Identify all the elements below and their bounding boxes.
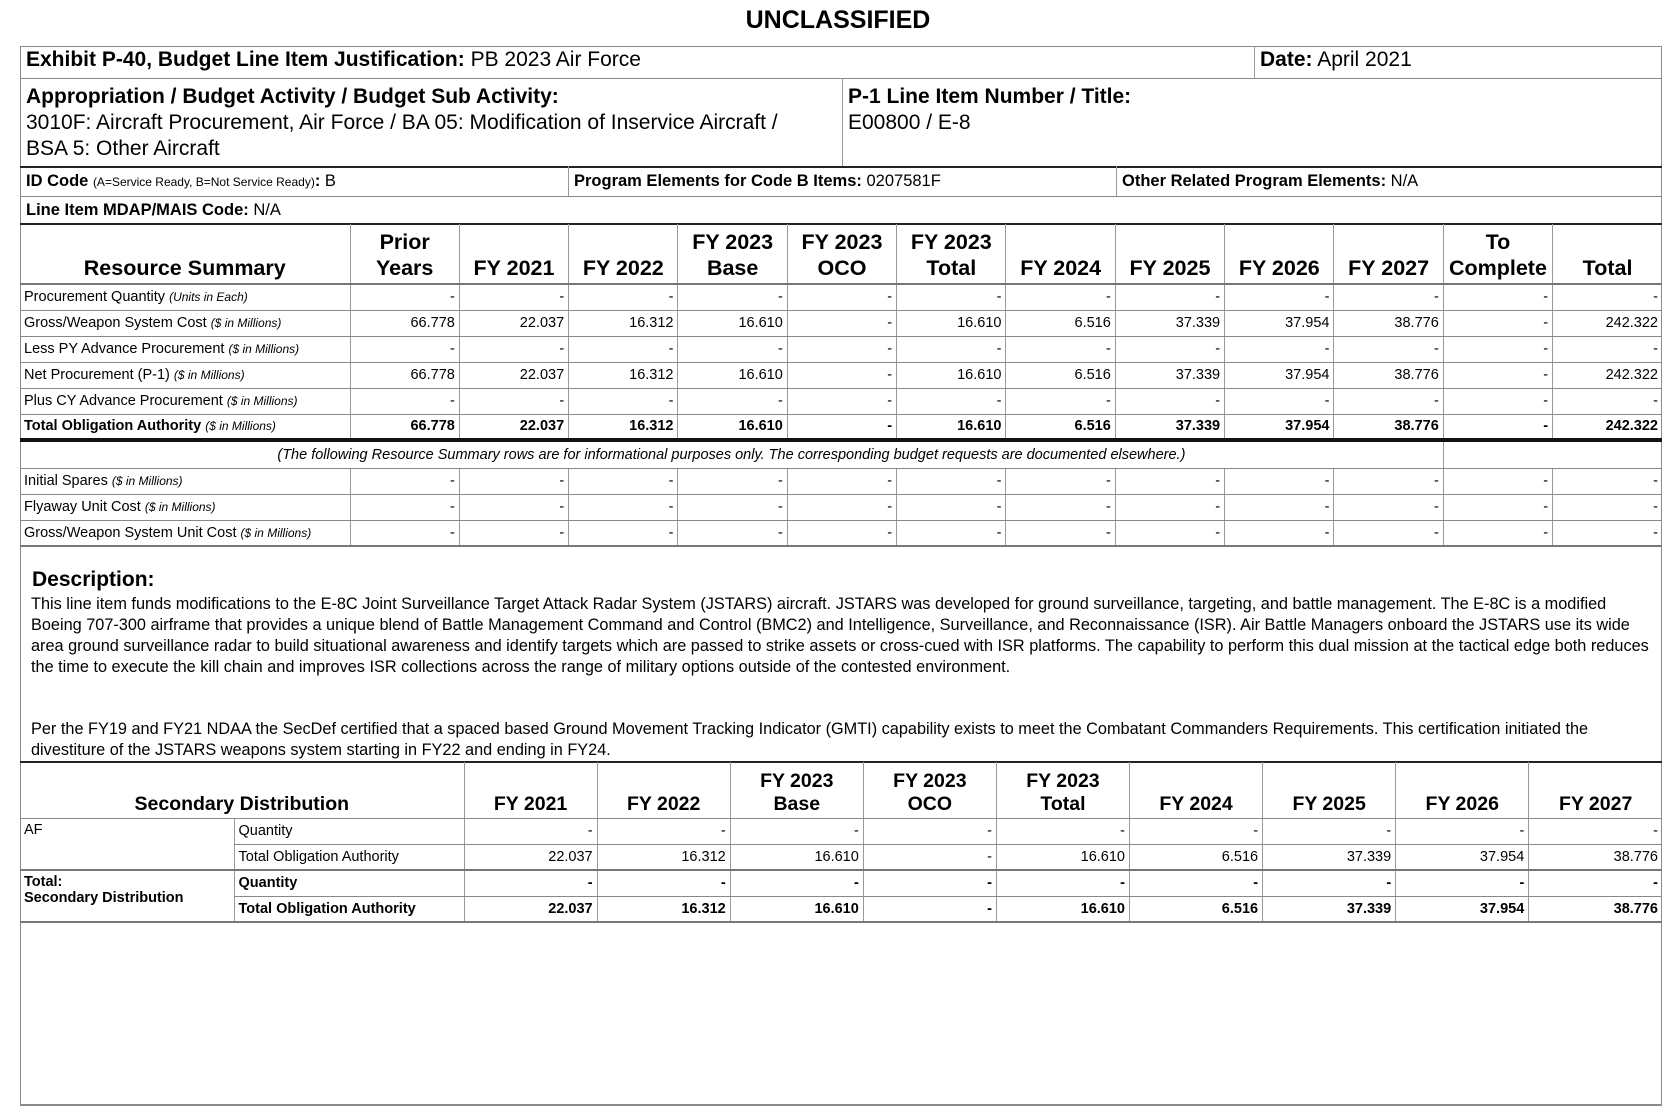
column-header-line1: To <box>1485 230 1511 254</box>
table-cell: 22.037 <box>459 362 568 388</box>
resource-summary-header <box>20 224 1662 284</box>
table-cell: - <box>1443 414 1552 440</box>
table-cell: - <box>1225 468 1334 494</box>
column-header-line2: FY 2025 <box>1292 792 1366 815</box>
column-header <box>464 762 597 818</box>
table-cell: - <box>863 870 996 896</box>
column-header-line2: FY 2022 <box>626 792 701 815</box>
column-header-line2: FY 2024 <box>1159 792 1233 815</box>
row-label-text: Gross/Weapon System Cost <box>24 315 211 331</box>
table-cell: - <box>678 494 787 520</box>
table-cell: - <box>459 468 568 494</box>
table-cell: - <box>897 336 1006 362</box>
column-header <box>1006 224 1115 284</box>
table-cell: 242.322 <box>1553 362 1662 388</box>
row-label <box>20 362 350 388</box>
column-header-line2: Total <box>1040 792 1086 815</box>
table-cell: 16.312 <box>569 414 678 440</box>
column-header-line2: Total <box>1582 256 1633 280</box>
column-header <box>897 224 1006 284</box>
group-name: AF <box>24 821 43 838</box>
table-cell: 38.776 <box>1334 362 1443 388</box>
table-cell: - <box>459 388 568 414</box>
table-cell: - <box>1443 336 1552 362</box>
table-cell: 37.954 <box>1225 362 1334 388</box>
table-cell: - <box>1334 520 1443 546</box>
table-cell: - <box>597 870 730 896</box>
table-cell: - <box>569 520 678 546</box>
table-row <box>20 388 1662 414</box>
table-cell: - <box>787 336 896 362</box>
table-cell: - <box>678 520 787 546</box>
row-label <box>20 310 350 336</box>
table-cell: - <box>1443 284 1552 310</box>
table-cell: - <box>350 494 459 520</box>
table-cell: - <box>1263 870 1396 896</box>
date-value: April 2021 <box>1317 48 1412 71</box>
mdap-field <box>26 201 281 220</box>
table-cell: - <box>1334 284 1443 310</box>
table-cell: - <box>569 468 678 494</box>
row-unit: ($ in Millions) <box>205 419 276 434</box>
row-label <box>20 494 350 520</box>
table-row <box>20 494 1662 520</box>
info-note-row <box>20 440 1662 468</box>
column-header-line1: FY 2023 <box>801 230 883 254</box>
table-cell: - <box>350 336 459 362</box>
table-cell: 37.339 <box>1263 844 1396 870</box>
appropriation-line1: 3010F: Aircraft Procurement, Air Force / BA 05: Modification of Inservice Aircraft / <box>26 111 778 134</box>
row-label-text: Procurement Quantity <box>24 289 170 306</box>
table-cell: - <box>569 284 678 310</box>
mdap-value: N/A <box>253 201 281 219</box>
table-cell: - <box>1443 520 1552 546</box>
exhibit-title <box>26 48 641 72</box>
table-cell: - <box>1529 870 1662 896</box>
column-header-line2: Secondary Distribution <box>134 792 350 815</box>
table-cell: 242.322 <box>1553 414 1662 440</box>
table-cell: - <box>1334 336 1443 362</box>
table-cell: - <box>1225 520 1334 546</box>
table-row <box>20 336 1662 362</box>
table-cell <box>1443 440 1552 468</box>
table-cell: - <box>1443 362 1552 388</box>
table-cell: - <box>1006 388 1115 414</box>
table-cell: - <box>1225 336 1334 362</box>
table-cell: 16.312 <box>569 310 678 336</box>
id-code-note: (A=Service Ready, B=Not Service Ready) <box>92 175 315 189</box>
table-cell: - <box>1553 468 1662 494</box>
table-cell: 16.610 <box>996 896 1129 922</box>
column-header <box>1225 224 1334 284</box>
row-unit: ($ in Millions) <box>210 316 282 330</box>
table-cell: - <box>350 284 459 310</box>
column-header-line1: Prior <box>379 230 430 254</box>
table-cell: - <box>1225 388 1334 414</box>
table-cell: 16.610 <box>897 414 1006 440</box>
row-label-text: Gross/Weapon System Unit Cost <box>24 524 241 541</box>
column-header-line2: FY 2024 <box>1020 256 1102 280</box>
row-label <box>20 414 350 440</box>
table-cell: 16.312 <box>597 844 730 870</box>
program-elements-field <box>574 172 941 191</box>
appropriation-line2: BSA 5: Other Aircraft <box>26 137 220 160</box>
table-row <box>20 520 1662 546</box>
table-cell: 6.516 <box>1130 844 1263 870</box>
table-cell: - <box>787 310 896 336</box>
table-cell: - <box>897 388 1006 414</box>
divider <box>20 196 1662 197</box>
table-cell: - <box>1115 336 1224 362</box>
secondary-distribution-title <box>20 762 464 818</box>
table-cell: 22.037 <box>459 310 568 336</box>
table-row <box>20 818 1662 844</box>
table-cell: 6.516 <box>1006 414 1115 440</box>
secondary-distribution-header <box>20 762 1662 818</box>
row-unit: (Units in Each) <box>169 290 248 305</box>
table-cell: 16.610 <box>678 310 787 336</box>
table-cell: - <box>1115 520 1224 546</box>
table-cell: 37.339 <box>1263 896 1396 922</box>
column-header <box>569 224 678 284</box>
column-header-line2: OCO <box>907 792 953 815</box>
table-row <box>20 284 1662 310</box>
table-cell: 16.610 <box>678 414 787 440</box>
table-cell: - <box>1006 468 1115 494</box>
table-cell: - <box>350 520 459 546</box>
table-cell: - <box>996 870 1129 896</box>
resource-summary-table <box>20 224 1662 547</box>
table-cell: - <box>459 494 568 520</box>
group-name: Total: <box>24 874 63 890</box>
program-elements-label: Program Elements for Code B Items: <box>574 172 862 190</box>
table-cell: - <box>678 388 787 414</box>
table-cell: - <box>787 388 896 414</box>
column-header-line2: FY 2021 <box>493 792 568 815</box>
table-cell: 16.610 <box>730 896 863 922</box>
table-cell: 38.776 <box>1334 414 1443 440</box>
column-header <box>996 762 1129 818</box>
other-elements-value: N/A <box>1390 172 1419 190</box>
column-header <box>1553 224 1662 284</box>
column-header <box>1263 762 1396 818</box>
column-header-line1: FY 2023 <box>692 230 774 254</box>
table-cell: - <box>1115 284 1224 310</box>
column-header <box>459 224 568 284</box>
table-cell: - <box>1553 494 1662 520</box>
table-cell: - <box>996 818 1129 844</box>
table-cell: - <box>787 520 896 546</box>
table-cell: - <box>1396 870 1529 896</box>
column-header-line2: Resource Summary <box>83 256 286 280</box>
table-cell: - <box>1553 388 1662 414</box>
column-header <box>1334 224 1443 284</box>
divider <box>842 78 843 166</box>
table-cell: 16.610 <box>897 362 1006 388</box>
table-row <box>20 896 1662 922</box>
table-cell: - <box>1529 818 1662 844</box>
column-header-line2: FY 2027 <box>1348 256 1430 280</box>
row-label: Total Obligation Authority <box>234 896 464 922</box>
id-code-value: B <box>324 172 336 190</box>
table-cell: - <box>459 336 568 362</box>
column-header-line2: Complete <box>1448 256 1547 280</box>
table-cell: 6.516 <box>1006 310 1115 336</box>
table-cell: - <box>1225 284 1334 310</box>
table-cell: 16.312 <box>597 896 730 922</box>
column-header-line1: FY 2023 <box>893 769 967 792</box>
row-label: Total Obligation Authority <box>234 844 464 870</box>
table-cell: 37.954 <box>1396 844 1529 870</box>
table-cell: 38.776 <box>1529 844 1662 870</box>
table-cell: - <box>1334 388 1443 414</box>
table-cell: 22.037 <box>464 896 597 922</box>
table-cell: 37.339 <box>1115 414 1224 440</box>
column-header <box>863 762 996 818</box>
group-label <box>20 818 234 870</box>
row-unit: ($ in Millions) <box>240 525 312 540</box>
row-label-text: Less PY Advance Procurement <box>24 341 229 357</box>
table-cell: - <box>569 336 678 362</box>
description-paragraph: This line item funds modifications to the E-8C Joint Surveillance Target Attack Radar System (JSTARS) aircraft. JSTARS was developed for ground surveillance, targeting, and battle management. The E-8C is a modified Boeing 707-300 airframe that provides a unique blend of Battle Management Command and Control (BMC2) and Intelligence, Surveillance, and Reconnaissance (ISR). Air Battle Managers onboard the JSTARS use its wide area ground surveillance radar to build situational awareness and identify targets which are passed to strike assets or cross-cued with ISR platforms. The capability to perform this dual mission at the tactical edge both reduces the time to execute the kill chain and improves ISR collections across the range of military options outside of the contested environment. <box>31 595 1649 676</box>
id-code-field: ID Code (A=Service Ready, B=Not Service Ready): B <box>26 172 336 190</box>
column-header-line2: Years <box>375 256 434 280</box>
column-header-line2: Base <box>773 792 821 815</box>
p1-label: P-1 Line Item Number / Title: <box>848 85 1132 108</box>
table-cell: - <box>863 896 996 922</box>
table-cell: - <box>1334 468 1443 494</box>
table-cell: - <box>1443 468 1552 494</box>
table-cell: 38.776 <box>1334 310 1443 336</box>
table-cell: 6.516 <box>1130 896 1263 922</box>
classification-banner: UNCLASSIFIED <box>745 6 931 34</box>
table-row <box>20 362 1662 388</box>
table-cell: - <box>1130 818 1263 844</box>
row-label: Quantity <box>234 870 464 896</box>
table-cell: - <box>1115 468 1224 494</box>
column-header-line1: FY 2023 <box>760 769 834 792</box>
table-cell: 66.778 <box>350 414 459 440</box>
table-cell: - <box>897 494 1006 520</box>
row-label-text: Plus CY Advance Procurement <box>24 393 227 409</box>
row-label: Quantity <box>234 818 464 844</box>
table-cell: 22.037 <box>459 414 568 440</box>
table-cell: 16.312 <box>569 362 678 388</box>
table-row <box>20 468 1662 494</box>
exhibit-label: Exhibit P-40, Budget Line Item Justification: <box>26 48 465 71</box>
row-unit: ($ in Millions) <box>111 474 183 488</box>
column-header-line1: FY 2023 <box>910 230 992 254</box>
table-cell: - <box>1553 520 1662 546</box>
table-row <box>20 310 1662 336</box>
table-cell: - <box>464 818 597 844</box>
table-cell: 37.954 <box>1225 310 1334 336</box>
column-header <box>1396 762 1529 818</box>
table-cell: 37.954 <box>1225 414 1334 440</box>
divider <box>568 166 569 196</box>
table-cell: 22.037 <box>464 844 597 870</box>
column-header <box>350 224 459 284</box>
table-cell: - <box>459 520 568 546</box>
row-label <box>20 284 350 310</box>
table-cell: - <box>863 818 996 844</box>
column-header <box>1529 762 1662 818</box>
row-label-text: Initial Spares <box>24 473 112 489</box>
row-label-text: Flyaway Unit Cost <box>24 499 145 515</box>
other-elements-field <box>1122 172 1418 191</box>
other-elements-label: Other Related Program Elements: <box>1122 172 1387 190</box>
table-cell: - <box>787 284 896 310</box>
divider <box>1254 46 1255 78</box>
table-cell: - <box>569 494 678 520</box>
divider <box>1116 166 1117 196</box>
table-cell: - <box>787 362 896 388</box>
table-cell: 16.610 <box>730 844 863 870</box>
table-cell: 16.610 <box>897 310 1006 336</box>
mdap-label: Line Item MDAP/MAIS Code: <box>26 201 249 219</box>
table-cell: 242.322 <box>1553 310 1662 336</box>
divider <box>20 166 1662 168</box>
column-header <box>787 224 896 284</box>
table-cell: - <box>1443 494 1552 520</box>
column-header-line2: FY 2027 <box>1558 792 1633 815</box>
table-cell: - <box>1225 494 1334 520</box>
table-cell: 66.778 <box>350 310 459 336</box>
table-cell: 16.610 <box>678 362 787 388</box>
table-cell: - <box>1263 818 1396 844</box>
column-header <box>1443 224 1552 284</box>
column-header <box>1115 224 1224 284</box>
column-header <box>678 224 787 284</box>
table-cell: - <box>1334 494 1443 520</box>
row-label <box>20 468 350 494</box>
table-cell: 37.339 <box>1115 310 1224 336</box>
row-label <box>20 388 350 414</box>
description-title: Description: <box>32 568 155 591</box>
table-cell: - <box>897 520 1006 546</box>
table-cell: - <box>1396 818 1529 844</box>
table-cell: 37.339 <box>1115 362 1224 388</box>
table-cell: - <box>678 284 787 310</box>
table-cell: - <box>787 494 896 520</box>
column-header-line2: OCO <box>817 256 867 280</box>
column-header-line2: FY 2021 <box>473 256 555 280</box>
group-label <box>20 870 234 922</box>
table-cell: - <box>787 414 896 440</box>
p1-line-item-block <box>848 84 1131 136</box>
row-label-text: Net Procurement (P-1) <box>24 367 174 383</box>
row-label <box>20 336 350 362</box>
table-cell: - <box>897 468 1006 494</box>
appropriation-label: Appropriation / Budget Activity / Budget Sub Activity: <box>26 85 559 108</box>
table-row <box>20 870 1662 896</box>
column-header-line1: FY 2023 <box>1026 769 1100 792</box>
appropriation-block <box>26 84 778 162</box>
row-unit: ($ in Millions) <box>228 342 300 356</box>
resource-summary-title <box>20 224 350 284</box>
table-cell <box>1553 440 1662 468</box>
table-cell: 6.516 <box>1006 362 1115 388</box>
secondary-distribution-table <box>20 762 1662 923</box>
column-header-line2: FY 2026 <box>1238 256 1320 280</box>
table-cell: - <box>597 818 730 844</box>
column-header <box>597 762 730 818</box>
row-unit: ($ in Millions) <box>144 500 216 514</box>
table-cell: - <box>1006 494 1115 520</box>
description-paragraph: Per the FY19 and FY21 NDAA the SecDef certified that a spaced based Ground Movement Tracking Indicator (GMTI) capability exists to meet the Combatant Commanders Requirements. This certification initiated the divestiture of the JSTARS weapons system starting in FY22 and ending in FY24. <box>31 720 1589 759</box>
table-cell: - <box>350 468 459 494</box>
table-row <box>20 844 1662 870</box>
table-cell: - <box>678 468 787 494</box>
table-cell: - <box>1443 388 1552 414</box>
row-unit: ($ in Millions) <box>226 394 298 408</box>
table-cell: 16.610 <box>996 844 1129 870</box>
table-cell: - <box>350 388 459 414</box>
table-cell: - <box>1006 520 1115 546</box>
table-cell: - <box>897 284 1006 310</box>
table-cell: - <box>464 870 597 896</box>
table-cell: - <box>1553 284 1662 310</box>
column-header-line2: Total <box>926 256 977 280</box>
date-field <box>1260 48 1412 72</box>
table-cell: - <box>1115 494 1224 520</box>
table-cell: - <box>459 284 568 310</box>
table-cell: - <box>678 336 787 362</box>
row-label-text: Total Obligation Authority <box>24 418 206 435</box>
column-header <box>1130 762 1263 818</box>
table-cell: - <box>1115 388 1224 414</box>
id-code-label: ID Code <box>26 172 89 190</box>
divider <box>20 78 1662 79</box>
exhibit-value: PB 2023 Air Force <box>470 48 641 71</box>
table-cell: - <box>569 388 678 414</box>
table-cell: 66.778 <box>350 362 459 388</box>
table-cell: - <box>863 844 996 870</box>
column-header-line2: FY 2025 <box>1129 256 1211 280</box>
table-cell: - <box>1006 336 1115 362</box>
row-unit: ($ in Millions) <box>173 368 245 382</box>
column-header-line2: Base <box>706 256 759 280</box>
p1-value: E00800 / E-8 <box>848 111 971 134</box>
table-row <box>20 414 1662 440</box>
table-cell: - <box>1130 870 1263 896</box>
column-header-line2: FY 2026 <box>1425 792 1499 815</box>
program-elements-value: 0207581F <box>866 172 941 190</box>
table-cell: - <box>1443 310 1552 336</box>
table-cell: 37.954 <box>1396 896 1529 922</box>
column-header <box>730 762 863 818</box>
table-cell: - <box>730 818 863 844</box>
info-note: (The following Resource Summary rows are for informational purposes only. The corresponding budget requests are documented elsewhere.) <box>20 440 1443 468</box>
table-cell: - <box>1006 284 1115 310</box>
table-cell: - <box>1553 336 1662 362</box>
column-header-line2: FY 2022 <box>582 256 664 280</box>
row-label <box>20 520 350 546</box>
group-name-line2: Secondary Distribution <box>24 890 184 906</box>
table-cell: 38.776 <box>1529 896 1662 922</box>
table-cell: - <box>787 468 896 494</box>
date-label: Date: <box>1260 48 1313 71</box>
table-cell: - <box>730 870 863 896</box>
